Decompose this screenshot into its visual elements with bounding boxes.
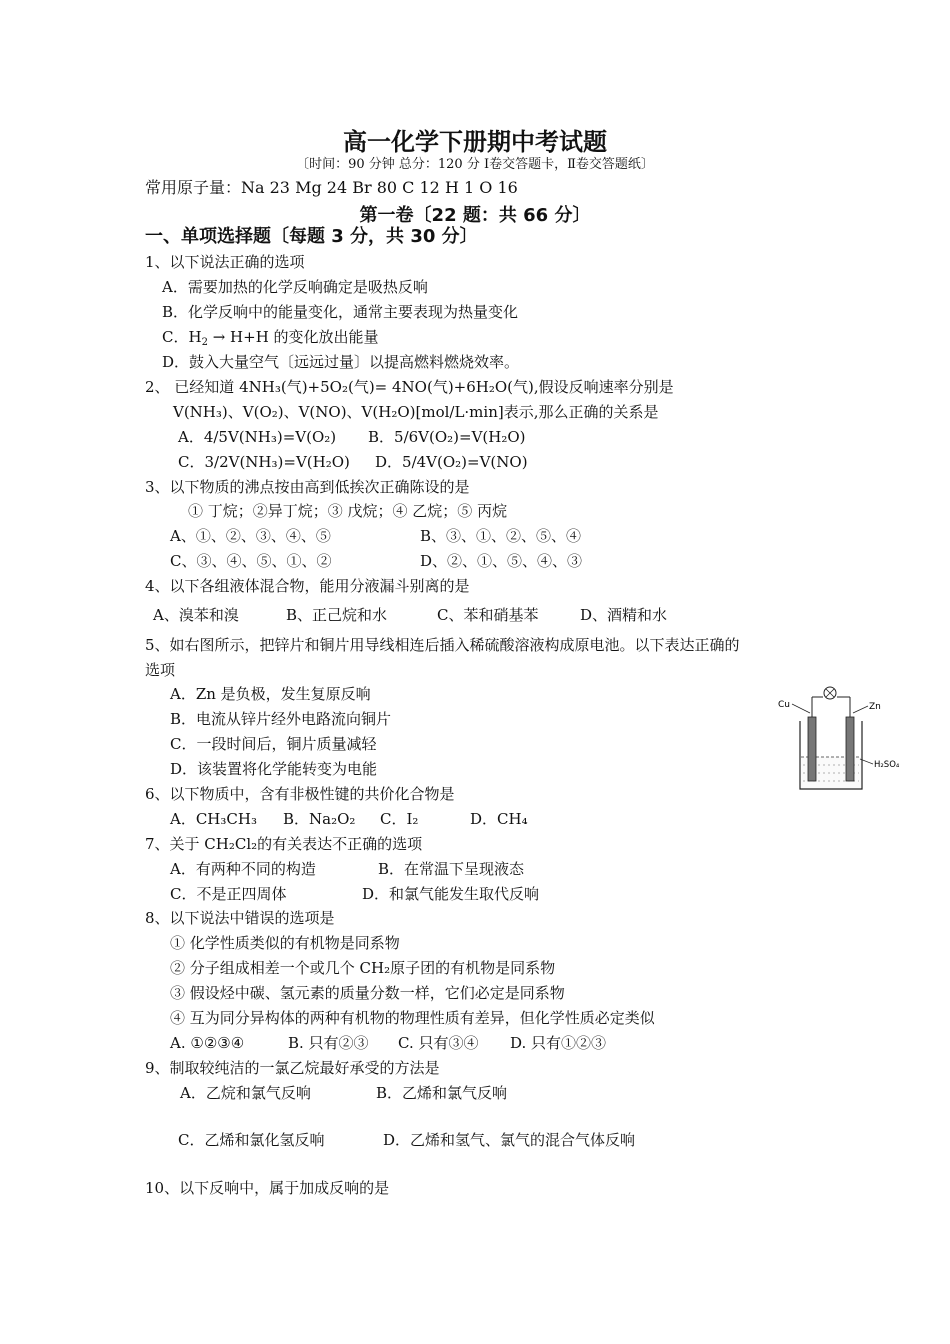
question-3-option-a: A、①、②、③、④、⑤: [170, 527, 331, 545]
question-9-option-d: D．乙烯和氢气、氯气的混合气体反响: [383, 1131, 636, 1149]
question-8-statement-2: ② 分子组成相差一个或几个 CH₂原子团的有机物是同系物: [170, 959, 556, 977]
question-2-option-a: A．4/5V(NH₃)=V(O₂): [178, 428, 337, 446]
question-9-option-a: A．乙烷和氯气反响: [180, 1084, 311, 1102]
question-5-stem-line-2: 选项: [145, 661, 176, 679]
question-7-option-d: D．和氯气能发生取代反响: [362, 885, 540, 903]
question-2-option-c: C．3/2V(NH₃)=V(H₂O): [178, 453, 350, 471]
question-8-option-b: B. 只有②③: [288, 1034, 369, 1052]
question-8-stem: 8、以下说法中错误的选项是: [145, 909, 335, 927]
question-9-option-b: B．乙烯和氯气反响: [376, 1084, 508, 1102]
question-5-option-c: C．一段时间后，铜片质量减轻: [170, 735, 377, 753]
question-1-option-c: [162, 327, 379, 347]
question-5-stem-line-1: 5、如右图所示，把锌片和铜片用导线相连后插入稀硫酸溶液构成原电池。以下表达正确的: [145, 636, 740, 654]
question-3-option-b: B、③、①、②、⑤、④: [420, 527, 582, 545]
zn-leader-line: [853, 706, 868, 713]
question-10-stem: 10、以下反响中，属于加成反响的是: [145, 1179, 390, 1197]
question-1-option-b: B．化学反响中的能量变化，通常主要表现为热量变化: [162, 303, 519, 321]
question-7-option-b: B．在常温下呈现液态: [378, 860, 525, 878]
question-8-statement-3: ③ 假设烃中碳、氢元素的质量分数一样，它们必定是同系物: [170, 984, 565, 1002]
question-4-option-c: C、苯和硝基苯: [437, 606, 539, 624]
question-4-option-b: B、正己烷和水: [286, 606, 388, 624]
acid-label: H₂SO₄: [874, 760, 900, 770]
volume-title: 第一卷〔22 题：共 66 分〕: [359, 205, 591, 226]
question-1-option-a: A．需要加热的化学反响确定是吸热反响: [162, 278, 428, 296]
question-9-stem: 9、制取较纯洁的一氯乙烷最好承受的方法是: [145, 1059, 440, 1077]
question-3-stem: 3、以下物质的沸点按由高到低挨次正确陈设的是: [145, 478, 470, 496]
page-title: 高一化学下册期中考试题: [343, 128, 607, 156]
cu-label: Cu: [778, 700, 790, 710]
question-4-option-d: D、酒精和水: [580, 606, 668, 624]
question-8-option-a: A. ①②③④: [170, 1034, 245, 1052]
question-4-stem: 4、以下各组液体混合物，能用分液漏斗别离的是: [145, 577, 470, 595]
question-7-option-c: C．不是正四周体: [170, 885, 287, 903]
cu-leader-line: [792, 704, 810, 713]
question-2-stem-line-2: V(NH₃)、V(O₂)、V(NO)、V(H₂O)[mol/L·min]表示,那么正确的关系是: [173, 403, 659, 421]
question-3-option-d: D、②、①、⑤、④、③: [420, 552, 583, 570]
exam-info: 〔时间：90 分钟 总分：120 分 Ⅰ卷交答题卡，Ⅱ卷交答题纸〕: [296, 157, 654, 172]
question-1-option-d: D．鼓入大量空气〔远远过量〕以提高燃料燃烧效率。: [162, 353, 520, 371]
atomic-masses: 常用原子量：Na 23 Mg 24 Br 80 C 12 H 1 O 16: [145, 178, 518, 197]
question-2-option-b: B．5/6V(O₂)=V(H₂O): [368, 428, 526, 446]
question-1-stem: 1、以下说法正确的选项: [145, 253, 305, 271]
question-6-option-a: A．CH₃CH₃: [170, 810, 257, 828]
question-6-stem: 6、以下物质中，含有非极性键的共价化合物是: [145, 785, 455, 803]
question-7-option-a: A．有两种不同的构造: [170, 860, 316, 878]
question-6-option-d: D．CH₄: [470, 810, 528, 828]
option-c-suffix: H+H 的变化放出能量: [230, 328, 379, 346]
question-2-option-d: D．5/4V(O₂)=V(NO): [375, 453, 528, 471]
question-4-option-a: A、溴苯和溴: [153, 606, 239, 624]
zn-label: Zn: [869, 702, 881, 712]
subscript-2: 2: [201, 337, 208, 348]
question-5-option-b: B．电流从锌片经外电路流向铜片: [170, 710, 392, 728]
question-2-stem-line-1: 2、 已经知道 4NH₃(气)+5O₂(气)= 4NO(气)+6H₂O(气),假设反响速率分别是: [145, 378, 674, 396]
question-6-option-c: C．I₂: [380, 810, 419, 828]
question-9-option-c: C．乙烯和氯化氢反响: [178, 1131, 325, 1149]
copper-electrode: [808, 717, 816, 781]
question-7-stem: 7、关于 CH₂Cl₂的有关表达不正确的选项: [145, 835, 423, 853]
question-3-items: ① 丁烷；②异丁烷；③ 戊烷；④ 乙烷；⑤ 丙烷: [188, 502, 508, 520]
question-8-option-d: D. 只有①②③: [510, 1034, 607, 1052]
question-5-option-d: D．该装置将化学能转变为电能: [170, 760, 378, 778]
question-3-option-c: C、③、④、⑤、①、②: [170, 552, 332, 570]
arrow: →: [207, 328, 231, 346]
question-8-statement-1: ① 化学性质类似的有机物是同系物: [170, 934, 400, 952]
galvanic-cell-diagram: [770, 685, 910, 795]
question-8-option-c: C. 只有③④: [398, 1034, 479, 1052]
question-6-option-b: B．Na₂O₂: [283, 810, 356, 828]
section-title: 一、单项选择题〔每题 3 分，共 30 分〕: [145, 226, 478, 247]
question-5-option-a: A．Zn 是负极，发生复原反响: [170, 685, 371, 703]
option-c-prefix: C．H: [162, 328, 202, 346]
question-8-statement-4: ④ 互为同分异构体的两种有机物的物理性质有差异，但化学性质必定类似: [170, 1009, 655, 1027]
zinc-electrode: [846, 717, 854, 781]
